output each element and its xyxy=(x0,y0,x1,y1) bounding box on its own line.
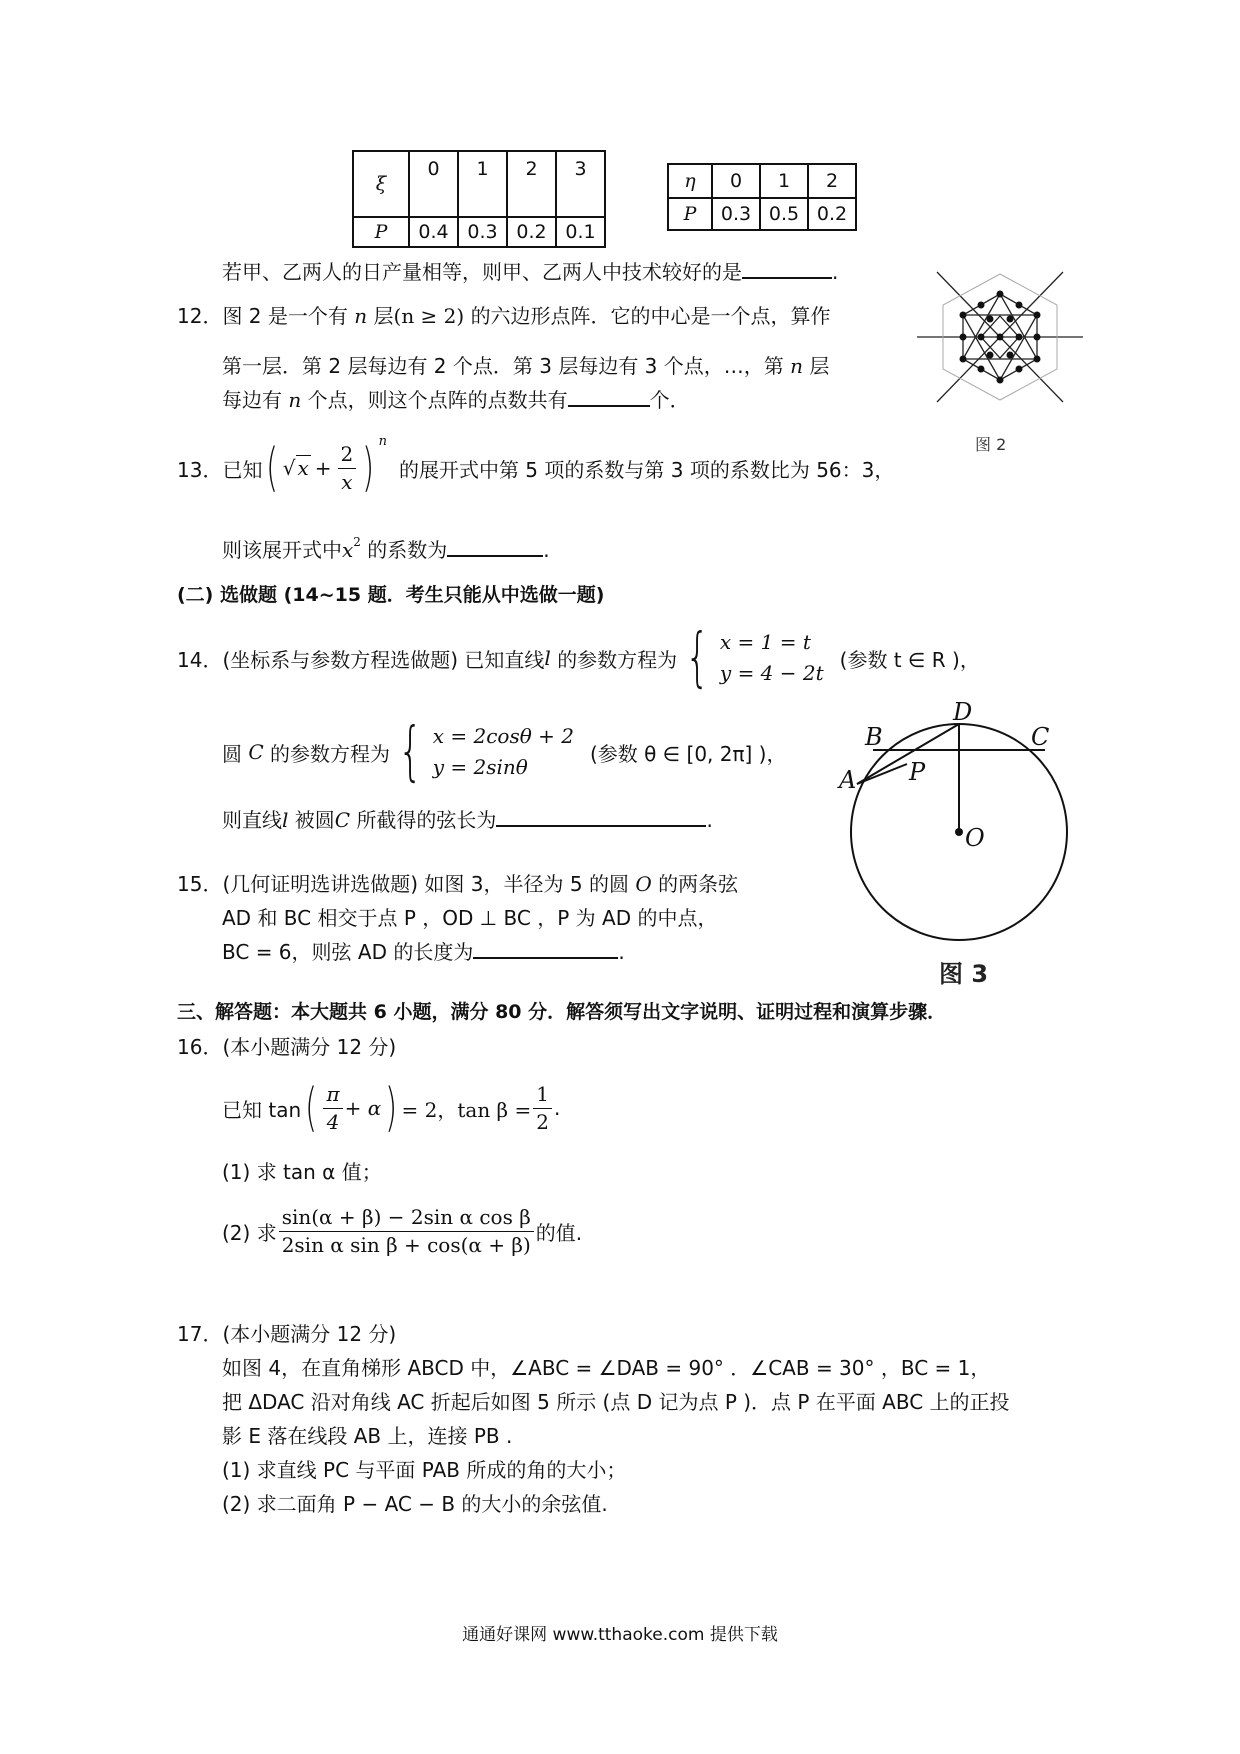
text: 如图 3，半径为 5 的圆 xyxy=(424,872,629,896)
q12-line-2 xyxy=(222,350,829,379)
question-number: 16． xyxy=(177,1035,223,1059)
text: 被圆 xyxy=(294,808,335,832)
xi-distribution-table xyxy=(352,150,606,248)
q11-tail-line xyxy=(222,256,838,285)
math-expr: = 2，tan β = xyxy=(401,1097,532,1122)
left-brace: { xyxy=(398,715,423,789)
q14-line-1 xyxy=(177,618,980,698)
table-cell: 1 xyxy=(458,151,507,217)
q12-line-3 xyxy=(222,384,690,413)
fraction xyxy=(279,1204,534,1259)
text: 已知 tan xyxy=(222,1097,302,1122)
question-number: 17． xyxy=(177,1322,223,1346)
exponent: n xyxy=(378,434,387,449)
text: 圆 xyxy=(222,741,242,766)
q13-line-1 xyxy=(177,428,894,508)
table-cell: 1 xyxy=(760,164,808,198)
fraction xyxy=(323,1081,342,1136)
left-paren: ( xyxy=(305,1078,318,1138)
math-cond: (n ≥ 2) xyxy=(393,304,465,328)
text: 的参数方程为 xyxy=(270,741,391,766)
q17-line-1: 如图 4，在直角梯形 ABCD 中，∠ABC = ∠DAB = 90° ．∠CAB = 30° ，BC = 1， xyxy=(222,1356,991,1380)
denominator: 4 xyxy=(326,1109,340,1134)
text: 每边有 xyxy=(222,388,282,412)
numerator: 1 xyxy=(533,1081,552,1109)
figure-2-hex-lattice xyxy=(915,262,1085,462)
table-cell: P xyxy=(668,198,712,230)
table-cell: 2 xyxy=(507,151,556,217)
table-cell: 0.2 xyxy=(808,198,856,230)
equation-system xyxy=(720,627,824,689)
table-cell: 0.4 xyxy=(409,217,458,247)
q14-line-2 xyxy=(222,712,787,792)
text: AD 和 BC 相交于点 P ，OD ⊥ BC ，P 为 AD 的中点， xyxy=(222,906,718,930)
q12-line-1 xyxy=(177,300,831,329)
answer-blank xyxy=(568,405,650,407)
sqrt-x: √ x xyxy=(282,456,309,480)
text: 已知直线 xyxy=(464,647,545,672)
text: 的参数方程为 xyxy=(557,647,678,672)
table-cell: P xyxy=(353,217,409,247)
math-var: n xyxy=(288,388,302,412)
text: (坐标系与参数方程选做题) xyxy=(222,647,459,672)
fraction xyxy=(533,1081,552,1136)
point-label-B: B xyxy=(865,723,883,751)
section-heading-solutions: 三、解答题：本大题共 6 小题，满分 80 分．解答须写出文字说明、证明过程和演算步骤． xyxy=(177,1001,947,1023)
q15-line-3 xyxy=(222,936,625,965)
q17-part-2: (2) 求二面角 P − AC − B 的大小的余弦值. xyxy=(222,1492,608,1516)
text: 则该展开式中 xyxy=(222,538,342,562)
q15-line-1 xyxy=(177,868,738,897)
text: (参数 t ∈ R )， xyxy=(839,647,980,672)
table-cell: 2 xyxy=(808,164,856,198)
table-cell: 0.2 xyxy=(507,217,556,247)
exponent: 2 xyxy=(353,535,361,549)
right-paren: ) xyxy=(362,438,375,498)
math-var: C xyxy=(334,808,351,832)
text: 图 2 是一个有 xyxy=(222,304,348,328)
equation: y = 2sinθ xyxy=(432,755,528,779)
score-note: (本小题满分 12 分) xyxy=(222,1035,397,1059)
text: 个． xyxy=(649,388,690,412)
answer-blank xyxy=(742,277,832,279)
q14-line-3 xyxy=(222,804,713,833)
q16-part-1: (1) 求 tan α 值； xyxy=(222,1160,382,1184)
text: 的值. xyxy=(535,1220,583,1245)
text: 的两条弦 xyxy=(658,872,739,896)
math-var: O xyxy=(635,872,652,896)
question-number: 13． xyxy=(177,457,223,482)
q13-line-2 xyxy=(222,534,550,563)
text: 个点，则这个点阵的点数共有 xyxy=(307,388,568,412)
table-cell: 0.1 xyxy=(556,217,605,247)
eta-distribution-table xyxy=(667,163,857,231)
text: BC = 6，则弦 AD 的长度为 xyxy=(222,940,474,964)
math-expr: + α xyxy=(344,1096,382,1120)
q15-line-2 xyxy=(222,902,717,931)
table-cell: 0 xyxy=(409,151,458,217)
right-paren: ) xyxy=(385,1078,398,1138)
section-heading-optional: (二) 选做题 (14~15 题．考生只能从中选做一题) xyxy=(177,584,605,606)
text: 层 xyxy=(373,304,394,328)
table-cell: 0.3 xyxy=(458,217,507,247)
q17-line-3: 影 E 落在线段 AB 上，连接 PB . xyxy=(222,1424,513,1448)
table-cell: 0 xyxy=(712,164,760,198)
figure-2-label: 图 2 xyxy=(975,435,1007,454)
math-var: l xyxy=(282,808,289,832)
text: 的系数为 xyxy=(367,538,448,562)
text: (参数 θ ∈ [0, 2π] )， xyxy=(589,741,787,766)
score-note: (本小题满分 12 分) xyxy=(222,1322,397,1346)
plus-sign: + xyxy=(314,456,332,480)
q16-header xyxy=(177,1031,396,1060)
period: . xyxy=(706,808,713,832)
q16-given xyxy=(222,1072,560,1144)
point-label-C: C xyxy=(1031,723,1050,751)
text: 已知 xyxy=(222,457,263,482)
figure-3-label: 图 3 xyxy=(939,960,989,988)
q17-header xyxy=(177,1318,396,1347)
page-footer: 通通好课网 www.tthaoke.com 提供下载 xyxy=(462,1625,778,1645)
denominator: x xyxy=(341,469,353,494)
equation: x = 1 = t xyxy=(719,630,811,654)
left-brace: { xyxy=(685,621,710,695)
numerator: 2 xyxy=(338,441,357,469)
text: (几何证明选讲选做题) xyxy=(222,872,419,896)
point-label-D: D xyxy=(953,700,973,726)
q11-text: 若甲、乙两人的日产量相等，则甲、乙两人中技术较好的是 xyxy=(222,260,742,284)
question-number: 12． xyxy=(177,304,223,328)
table-cell: ξ xyxy=(353,151,409,217)
figure-3-circle xyxy=(835,700,1085,995)
denominator: 2sin α sin β + cos(α + β) xyxy=(281,1232,531,1257)
text: 所截得的弦长为 xyxy=(356,808,497,832)
text: 的六边形点阵．它的中心是一个点，算作 xyxy=(470,304,831,328)
question-number: 14． xyxy=(177,647,223,672)
period: . xyxy=(553,1096,561,1120)
q17-line-2: 把 ΔDAC 沿对角线 AC 折起后如图 5 所示 (点 D 记为点 P )．点 P 在平面 ABC 上的正投 xyxy=(222,1390,1010,1414)
denominator: 2 xyxy=(536,1109,549,1134)
text: 第一层．第 2 层每边有 2 个点．第 3 层每边有 3 个点，…，第 xyxy=(222,354,784,378)
numerator: π xyxy=(323,1081,342,1109)
text: 层 xyxy=(809,354,830,378)
q17-part-1: (1) 求直线 PC 与平面 PAB 所成的角的大小； xyxy=(222,1458,627,1482)
question-number: 15． xyxy=(177,872,223,896)
period: . xyxy=(543,538,550,562)
equation: x = 2cosθ + 2 xyxy=(432,724,574,748)
period: . xyxy=(618,940,625,964)
math-var: C xyxy=(248,740,264,764)
math-var: l xyxy=(544,646,551,670)
answer-blank xyxy=(496,825,706,827)
table-cell: 3 xyxy=(556,151,605,217)
numerator: sin(α + β) − 2sin α cos β xyxy=(279,1204,534,1232)
q16-part-2 xyxy=(222,1196,582,1266)
math-var: n xyxy=(790,354,804,378)
point-label-A: A xyxy=(839,766,857,794)
fraction xyxy=(338,441,357,496)
point-label-O: O xyxy=(965,824,985,852)
table-cell: 0.5 xyxy=(760,198,808,230)
table-cell: 0.3 xyxy=(712,198,760,230)
period: . xyxy=(832,260,839,284)
text: 则直线 xyxy=(222,808,282,832)
math-var: n xyxy=(354,304,368,328)
left-paren: ( xyxy=(266,438,279,498)
answer-blank xyxy=(473,957,618,959)
math-var: x xyxy=(342,538,354,562)
table-cell: η xyxy=(668,164,712,198)
equation: y = 4 − 2t xyxy=(719,661,824,685)
text: 的展开式中第 5 项的系数与第 3 项的系数比为 56：3， xyxy=(398,457,895,482)
answer-blank xyxy=(447,555,543,557)
point-label-P: P xyxy=(909,758,926,786)
text: (2) 求 xyxy=(222,1220,277,1245)
equation-system xyxy=(433,721,574,783)
